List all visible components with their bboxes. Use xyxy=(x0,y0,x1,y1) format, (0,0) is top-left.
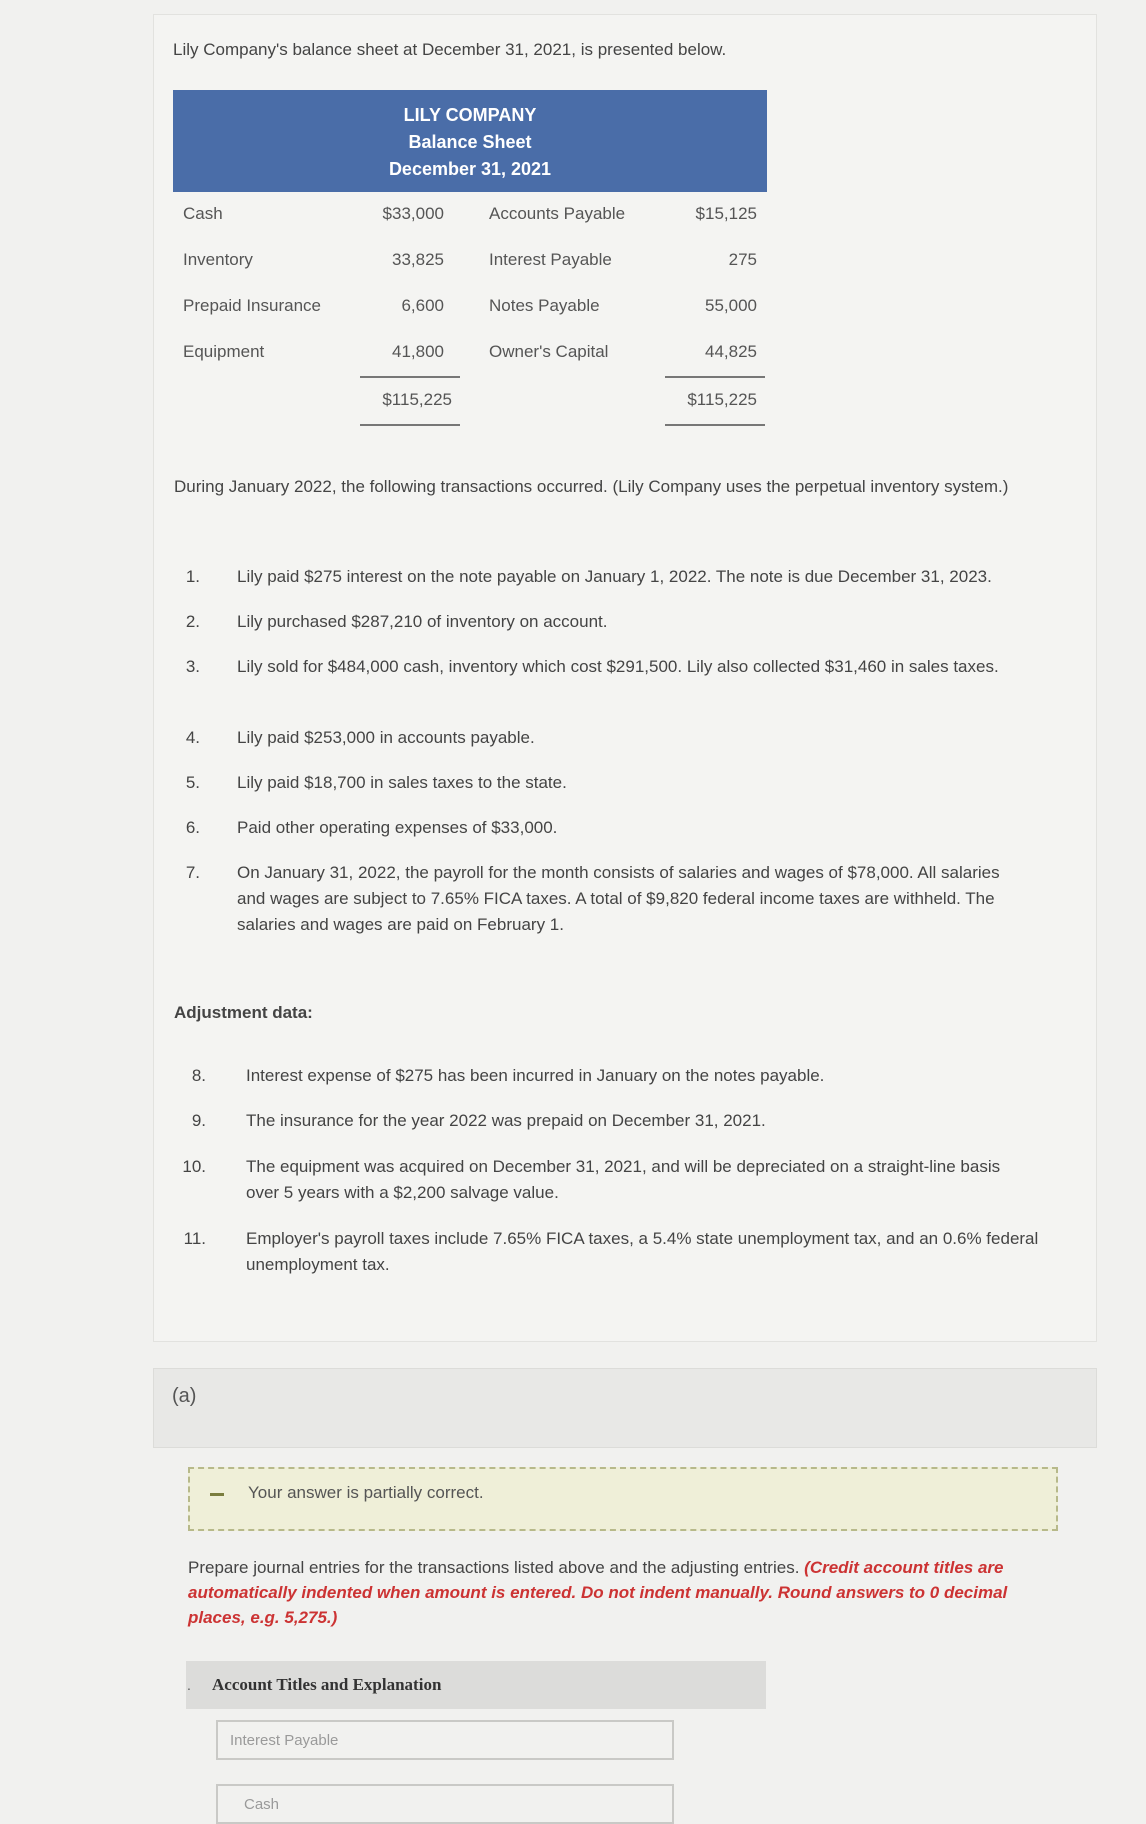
asset-value: 41,800 xyxy=(392,342,444,361)
statement-name: Balance Sheet xyxy=(408,132,532,152)
intro-text: Lily Company's balance sheet at December 31, 2021, is presented below. xyxy=(173,40,727,59)
asset-value: 33,825 xyxy=(392,250,444,269)
liability-value: $15,125 xyxy=(695,204,757,223)
bullet-icon: . xyxy=(187,1677,191,1693)
liability-value: 44,825 xyxy=(705,342,757,361)
balance-sheet-row xyxy=(173,192,767,238)
partial-correct-notice xyxy=(188,1467,1058,1531)
account-title-input[interactable] xyxy=(216,1784,674,1824)
asset-label: Cash xyxy=(183,204,223,223)
adjustment-title: Adjustment data: xyxy=(174,1003,313,1022)
liability-value: 275 xyxy=(728,250,757,269)
item-text: Interest expense of $275 has been incurred in January on the notes payable. xyxy=(246,1066,825,1085)
account-title-value: Interest Payable xyxy=(230,1732,339,1749)
instructions xyxy=(188,1555,1068,1630)
liability-label: Notes Payable xyxy=(489,296,600,315)
partial-icon xyxy=(210,1493,224,1496)
item-number: 4. xyxy=(185,728,200,747)
balance-sheet-header xyxy=(173,90,767,192)
item-number: 11. xyxy=(183,1229,206,1248)
item-number: 10. xyxy=(182,1157,206,1176)
part-bar xyxy=(153,1368,1097,1448)
item-number: 8. xyxy=(191,1066,206,1085)
instructions-text: Prepare journal entries for the transactions listed above and the adjusting entries. xyxy=(188,1558,805,1577)
item-number: 5. xyxy=(185,773,200,792)
liability-value: 55,000 xyxy=(705,296,757,315)
item-text: The equipment was acquired on December 31, 2021, and will be depreciated on a straight-line basis over 5 years with a $2,200 salvage value. xyxy=(246,1157,1001,1202)
notice-text: Your answer is partially correct. xyxy=(248,1483,484,1502)
statement-date: December 31, 2021 xyxy=(388,159,552,179)
item-number: 6. xyxy=(185,818,200,837)
asset-label: Inventory xyxy=(183,250,253,269)
item-text: Paid other operating expenses of $33,000. xyxy=(237,818,558,837)
total-assets: $115,225 xyxy=(382,390,452,409)
total-liabilities: $115,225 xyxy=(687,390,757,409)
account-title-input[interactable] xyxy=(216,1720,674,1760)
item-number: 9. xyxy=(191,1111,206,1130)
item-number: 3. xyxy=(185,657,200,676)
asset-label: Prepaid Insurance xyxy=(183,296,321,315)
item-number: 1. xyxy=(185,567,200,586)
balance-sheet-row xyxy=(173,330,767,376)
total-assets-cell xyxy=(360,376,460,409)
item-text: Lily sold for $484,000 cash, inventory which cost $291,500. Lily also collected $31,460 in sales taxes. xyxy=(237,657,999,676)
item-text: Lily paid $253,000 in accounts payable. xyxy=(237,728,535,747)
item-number: 2. xyxy=(185,612,200,631)
item-text: Lily paid $18,700 in sales taxes to the state. xyxy=(237,773,567,792)
liability-label: Interest Payable xyxy=(489,250,612,269)
item-text: Lily purchased $287,210 of inventory on account. xyxy=(237,612,608,631)
item-number: 7. xyxy=(185,863,200,882)
liability-label: Owner's Capital xyxy=(489,342,609,361)
account-titles-header xyxy=(186,1661,766,1709)
asset-value: 6,600 xyxy=(401,296,444,315)
account-titles-label: Account Titles and Explanation xyxy=(212,1675,442,1694)
transactions-intro: During January 2022, the following transactions occurred. (Lily Company uses the perpetual inventory system.) xyxy=(174,477,1009,496)
total-liabilities-cell xyxy=(665,376,765,409)
item-text: The insurance for the year 2022 was prepaid on December 31, 2021. xyxy=(246,1111,766,1130)
asset-value: $33,000 xyxy=(382,204,444,223)
item-text: On January 31, 2022, the payroll for the month consists of salaries and wages of $78,000. All salaries and wages are subject to 7.65% FICA taxes. A total of $9,820 federal income taxes are withheld. The salaries and wages are paid on February 1. xyxy=(237,863,1000,934)
asset-label: Equipment xyxy=(183,342,265,361)
liability-label: Accounts Payable xyxy=(489,204,626,223)
part-label: (a) xyxy=(172,1385,197,1407)
balance-sheet-row xyxy=(173,238,767,284)
instructions-note: (Credit account titles are automatically indented when amount is entered. Do not indent manually. Round answers to 0 decimal places, e.g. 5,275.) xyxy=(188,1558,1008,1627)
item-text: Lily paid $275 interest on the note payable on January 1, 2022. The note is due December 31, 2023. xyxy=(237,567,992,586)
company-name: LILY COMPANY xyxy=(403,105,537,125)
balance-sheet xyxy=(173,90,767,426)
item-text: Employer's payroll taxes include 7.65% FICA taxes, a 5.4% state unemployment tax, and an 0.6% federal unemployment tax. xyxy=(246,1229,1039,1274)
balance-sheet-totals xyxy=(173,376,767,426)
balance-sheet-row xyxy=(173,284,767,330)
account-title-value: Cash xyxy=(244,1796,280,1813)
